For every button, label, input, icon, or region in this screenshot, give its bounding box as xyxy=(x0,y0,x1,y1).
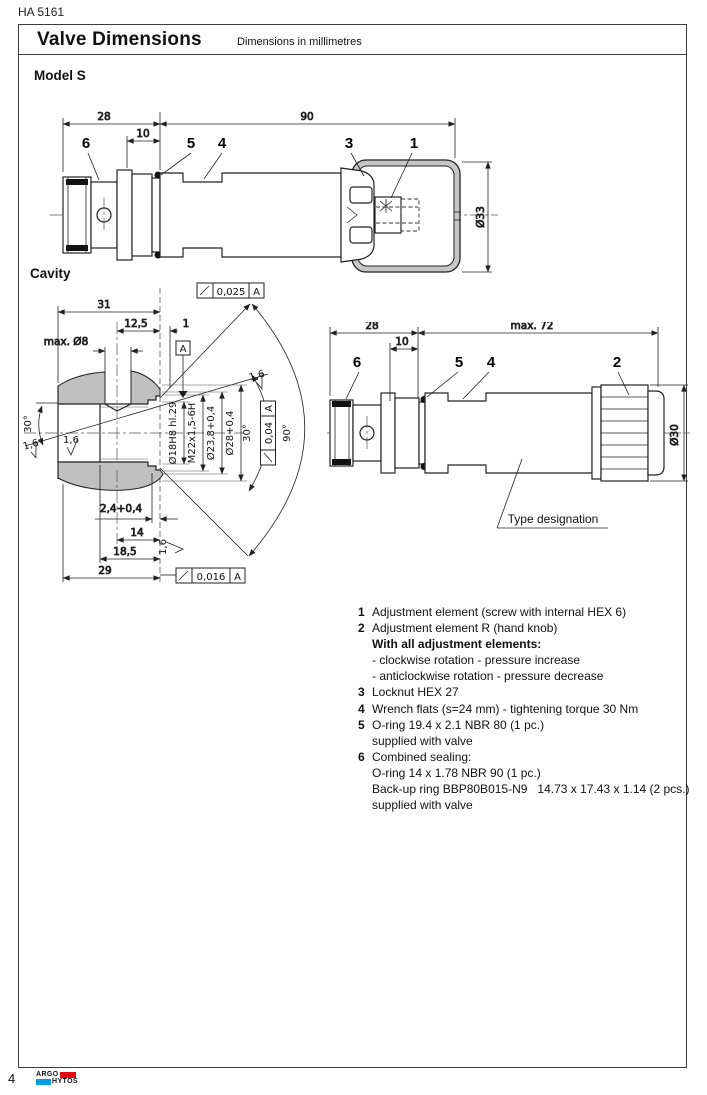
svg-text:A: A xyxy=(234,572,241,583)
note-row: - clockwise rotation - pressure increase xyxy=(372,653,581,668)
tolerance-frame-bottom xyxy=(160,568,245,583)
svg-text:28: 28 xyxy=(365,322,379,332)
dia-23-8-label: Ø23,8+0,4 xyxy=(206,405,217,461)
dim-10-label: 10 xyxy=(136,128,150,140)
dim-90-label: 90 xyxy=(300,111,314,123)
note-row: - anticlockwise rotation - pressure decrease xyxy=(372,669,604,684)
callout-5: 5 xyxy=(186,135,196,152)
svg-text:0,025: 0,025 xyxy=(216,287,246,298)
doc-code: HA 5161 xyxy=(18,5,65,19)
angle-30-left xyxy=(23,403,58,445)
svg-text:14: 14 xyxy=(130,527,144,539)
model-s-drawing xyxy=(30,95,500,285)
dimension-28 xyxy=(63,111,160,172)
callout-3: 3 xyxy=(344,135,354,152)
dimension-dia33 xyxy=(462,162,492,272)
valve-left-end xyxy=(330,393,428,473)
svg-text:1,6: 1,6 xyxy=(247,368,267,384)
bore-dimensions xyxy=(162,385,247,481)
locknut xyxy=(341,168,374,262)
valve-body xyxy=(425,393,592,473)
tolerance-frame-top xyxy=(197,283,264,298)
callout-6: 6 xyxy=(352,354,362,371)
cavity-section xyxy=(58,371,163,490)
logo-red-block xyxy=(60,1072,76,1078)
dimension-28 xyxy=(330,322,418,398)
callout-4: 4 xyxy=(217,135,227,152)
model-r-drawing xyxy=(320,322,692,537)
note-row: supplied with valve xyxy=(372,733,473,748)
svg-text:max. Ø8: max. Ø8 xyxy=(43,336,89,348)
svg-text:A: A xyxy=(253,287,260,298)
hand-knob xyxy=(592,385,664,481)
note-row: 3 Locknut HEX 27 xyxy=(358,685,459,700)
svg-text:1: 1 xyxy=(182,318,190,330)
svg-text:1,6: 1,6 xyxy=(158,539,169,555)
dimension-10 xyxy=(390,336,418,401)
roughness-4 xyxy=(158,539,183,555)
svg-text:A: A xyxy=(179,344,187,355)
svg-text:A: A xyxy=(263,405,275,412)
svg-text:0,04: 0,04 xyxy=(263,421,275,445)
argo-hytos-logo xyxy=(36,1071,78,1085)
svg-text:1,6: 1,6 xyxy=(21,437,41,453)
svg-text:30°: 30° xyxy=(23,415,34,433)
callout-4: 4 xyxy=(486,354,496,371)
svg-text:18,5: 18,5 xyxy=(113,546,137,558)
note-row: supplied with valve xyxy=(372,798,473,813)
type-designation-label: Type designation xyxy=(507,512,599,526)
svg-text:29: 29 xyxy=(98,565,112,577)
svg-text:10: 10 xyxy=(395,336,409,348)
note-row: 4 Wrench flats (s=24 mm) - tightening torque 30 Nm xyxy=(358,701,639,716)
page-number: 4 xyxy=(8,1071,16,1086)
dimension-max-dia8 xyxy=(44,336,143,372)
dimension-10 xyxy=(127,128,160,168)
roughness-2 xyxy=(22,438,43,461)
valve-left-end xyxy=(63,170,162,260)
drill-tip xyxy=(105,404,131,411)
dim-dia30-label: Ø30 xyxy=(669,424,681,446)
callouts xyxy=(346,354,629,399)
cavity-drawing xyxy=(15,280,325,595)
notes-list xyxy=(358,604,690,813)
model-s-heading: Model S xyxy=(34,68,86,83)
logo-text-hytos: HYTOS xyxy=(52,1078,78,1085)
datum-a xyxy=(176,341,190,398)
note-row: 6 Combined sealing: xyxy=(358,749,472,764)
dim-28-label: 28 xyxy=(97,111,111,123)
dim-dia33-label: Ø33 xyxy=(475,206,487,228)
svg-text:0,016: 0,016 xyxy=(196,572,226,583)
dimension-12-5 xyxy=(117,318,160,331)
svg-text:max. 72: max. 72 xyxy=(510,322,554,332)
svg-text:31: 31 xyxy=(97,299,111,311)
note-row: Back-up ring BBP80B015-N9 14.73 x 17.43 x 1.14 (2 pcs.) xyxy=(372,782,690,797)
roughness-3 xyxy=(63,435,79,455)
callout-5: 5 xyxy=(454,354,464,371)
dia-28-label: Ø28+0,4 xyxy=(225,410,236,456)
callout-1: 1 xyxy=(409,135,419,152)
tolerance-frame-mid xyxy=(261,401,276,465)
callout-6: 6 xyxy=(81,135,91,152)
cavity-heading: Cavity xyxy=(30,266,71,281)
angle-90-label: 90° xyxy=(282,424,293,442)
bore-depth-label: Ø18H8 hl.29 xyxy=(168,401,179,465)
note-row: 1 Adjustment element (screw with internal HEX 6) xyxy=(358,605,627,619)
svg-text:2,4+0,4: 2,4+0,4 xyxy=(99,503,143,515)
note-row: With all adjustment elements: xyxy=(372,637,542,652)
dimension-29 xyxy=(63,484,160,582)
page-subtitle: Dimensions in millimetres xyxy=(237,36,362,48)
note-row: O-ring 14 x 1.78 NBR 90 (1 pc.) xyxy=(372,765,541,780)
roughness-1 xyxy=(248,369,269,392)
thread-label: M22x1,5-6H xyxy=(187,402,198,464)
valve-body xyxy=(160,173,341,257)
svg-text:12,5: 12,5 xyxy=(124,318,148,330)
logo-blue-block xyxy=(36,1079,51,1085)
logo-text-argo: ARGO xyxy=(36,1071,59,1078)
note-row: 5 O-ring 19.4 x 2.1 NBR 80 (1 pc.) xyxy=(358,717,545,732)
angle-30-label: 30° xyxy=(242,424,253,442)
title-bar xyxy=(18,24,687,55)
svg-text:1,6: 1,6 xyxy=(63,435,79,446)
page-title: Valve Dimensions xyxy=(37,29,202,50)
note-row: 2 Adjustment element R (hand knob) xyxy=(358,621,558,636)
callout-2: 2 xyxy=(612,354,622,371)
